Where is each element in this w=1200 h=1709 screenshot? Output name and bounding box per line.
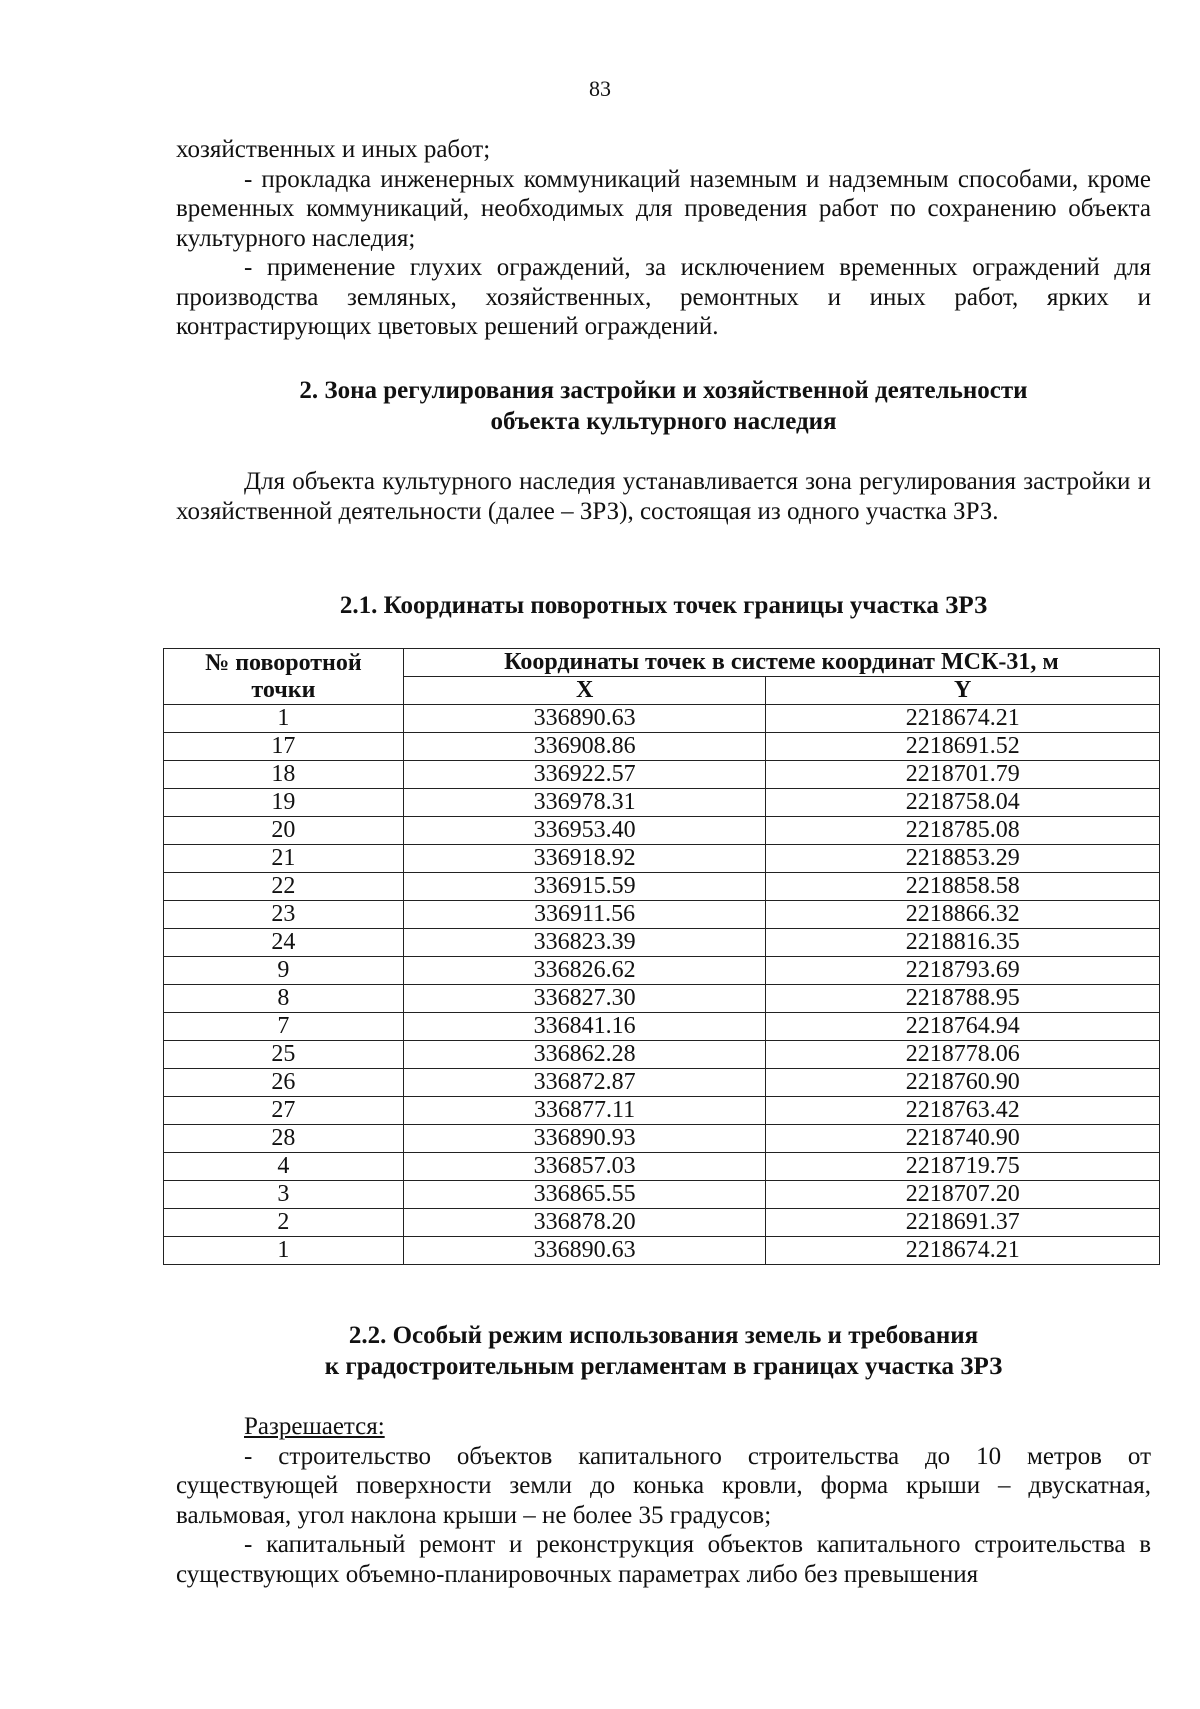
table-row xyxy=(164,1153,1160,1181)
page-number: 83 xyxy=(589,76,611,101)
table-row xyxy=(164,733,1160,761)
cell-x: 336953.40 xyxy=(403,817,766,845)
cell-point-number: 26 xyxy=(164,1069,404,1097)
table-row xyxy=(164,789,1160,817)
cell-x: 336823.39 xyxy=(403,929,766,957)
cell-point-number: 4 xyxy=(164,1153,404,1181)
cell-point-number: 23 xyxy=(164,901,404,929)
table-row xyxy=(164,1209,1160,1237)
cell-x: 336877.11 xyxy=(403,1097,766,1125)
cell-point-number: 20 xyxy=(164,817,404,845)
cell-x: 336862.28 xyxy=(403,1041,766,1069)
table-row xyxy=(164,873,1160,901)
section-2-paragraph: Для объекта культурного наследия устанавливается зона регулирования застройки и хозяйственной деятельности (далее – ЗРЗ), состоящая из одного участка ЗРЗ. xyxy=(176,468,1151,525)
list-item-repair: - капитальный ремонт и реконструкция объектов капитального строительства в существующих объемно-планировочных параметрах либо без превышения xyxy=(176,1531,1151,1588)
section-2-2-title xyxy=(176,1320,1151,1382)
cell-y: 2218763.42 xyxy=(766,1097,1160,1125)
cell-point-number: 17 xyxy=(164,733,404,761)
cell-y: 2218788.95 xyxy=(766,985,1160,1013)
table-row xyxy=(164,1013,1160,1041)
section-2-2-text xyxy=(176,1412,1151,1589)
coordinates-table xyxy=(163,648,1160,1265)
list-item-construction: - строительство объектов капитального строительства до 10 метров от существующей поверхности земли до конька кровли, форма крыши – двускатная, вальмовая, угол наклона крыши – не более 35 градусов; xyxy=(176,1442,1151,1529)
cell-y: 2218674.21 xyxy=(766,705,1160,733)
cell-y: 2218853.29 xyxy=(766,845,1160,873)
section-2-title-line1: 2. Зона регулирования застройки и хозяйственной деятельности xyxy=(299,377,1028,404)
cell-y: 2218760.90 xyxy=(766,1069,1160,1097)
table-row xyxy=(164,1181,1160,1209)
cell-y: 2218764.94 xyxy=(766,1013,1160,1041)
cell-x: 336890.93 xyxy=(403,1125,766,1153)
cell-y: 2218719.75 xyxy=(766,1153,1160,1181)
cell-point-number: 3 xyxy=(164,1181,404,1209)
table-row xyxy=(164,1125,1160,1153)
table-row xyxy=(164,901,1160,929)
cell-x: 336865.55 xyxy=(403,1181,766,1209)
cell-y: 2218793.69 xyxy=(766,957,1160,985)
cell-point-number: 28 xyxy=(164,1125,404,1153)
table-row xyxy=(164,845,1160,873)
table-row xyxy=(164,1041,1160,1069)
section-2-text xyxy=(176,467,1151,526)
cell-y: 2218674.21 xyxy=(766,1237,1160,1265)
allowed-label-line xyxy=(176,1412,1151,1442)
table-row xyxy=(164,985,1160,1013)
cell-y: 2218740.90 xyxy=(766,1125,1160,1153)
cell-x: 336908.86 xyxy=(403,733,766,761)
cell-y: 2218816.35 xyxy=(766,929,1160,957)
section-2-title xyxy=(176,375,1151,437)
cell-point-number: 1 xyxy=(164,705,404,733)
cell-point-number: 7 xyxy=(164,1013,404,1041)
table-row xyxy=(164,817,1160,845)
cell-y: 2218691.37 xyxy=(766,1209,1160,1237)
cell-point-number: 19 xyxy=(164,789,404,817)
cell-x: 336872.87 xyxy=(403,1069,766,1097)
section-2-2-title-line1: 2.2. Особый режим использования земель и требования xyxy=(348,1322,979,1349)
intro-text xyxy=(176,135,1151,342)
cell-x: 336890.63 xyxy=(403,1237,766,1265)
table-row xyxy=(164,761,1160,789)
cell-x: 336911.56 xyxy=(403,901,766,929)
cell-x: 336827.30 xyxy=(403,985,766,1013)
header-coordinates: Координаты точек в системе координат МСК-31, м xyxy=(403,649,1159,677)
cell-x: 336890.63 xyxy=(403,705,766,733)
cell-point-number: 18 xyxy=(164,761,404,789)
cell-x: 336915.59 xyxy=(403,873,766,901)
cell-point-number: 24 xyxy=(164,929,404,957)
cell-x: 336857.03 xyxy=(403,1153,766,1181)
cell-y: 2218778.06 xyxy=(766,1041,1160,1069)
cell-x: 336978.31 xyxy=(403,789,766,817)
section-2-title-line2: объекта культурного наследия xyxy=(490,408,837,435)
cell-point-number: 1 xyxy=(164,1237,404,1265)
cell-point-number: 9 xyxy=(164,957,404,985)
cell-y: 2218691.52 xyxy=(766,733,1160,761)
cell-point-number: 27 xyxy=(164,1097,404,1125)
table-row xyxy=(164,1097,1160,1125)
cell-y: 2218701.79 xyxy=(766,761,1160,789)
list-item-communications: - прокладка инженерных коммуникаций наземным и надземным способами, кроме временных коммуникаций, необходимых для проведения работ по сохранению объекта культурного наследия; xyxy=(176,165,1151,252)
table-row xyxy=(164,929,1160,957)
cell-x: 336918.92 xyxy=(403,845,766,873)
cell-x: 336878.20 xyxy=(403,1209,766,1237)
cell-point-number: 21 xyxy=(164,845,404,873)
allowed-label: Разрешается: xyxy=(244,1413,385,1440)
table-row xyxy=(164,957,1160,985)
table-row xyxy=(164,1237,1160,1265)
cell-x: 336826.62 xyxy=(403,957,766,985)
cell-y: 2218866.32 xyxy=(766,901,1160,929)
cell-point-number: 8 xyxy=(164,985,404,1013)
list-item-fences: - применение глухих ограждений, за исключением временных ограждений для производства земляных, хозяйственных, ремонтных и иных работ, ярких и контрастирующих цветовых решений ограждений. xyxy=(176,254,1151,340)
section-2-2-title-line2: к градостроительным регламентам в границах участка ЗРЗ xyxy=(324,1353,1003,1380)
cell-point-number: 22 xyxy=(164,873,404,901)
cell-x: 336841.16 xyxy=(403,1013,766,1041)
cell-y: 2218785.08 xyxy=(766,817,1160,845)
cell-y: 2218707.20 xyxy=(766,1181,1160,1209)
table-row xyxy=(164,1069,1160,1097)
section-2-1-title: 2.1. Координаты поворотных точек границы участка ЗРЗ xyxy=(339,592,988,619)
intro-line: хозяйственных и иных работ; xyxy=(176,136,491,163)
header-y: Y xyxy=(766,677,1160,705)
table-row xyxy=(164,705,1160,733)
cell-y: 2218858.58 xyxy=(766,873,1160,901)
cell-x: 336922.57 xyxy=(403,761,766,789)
coordinates-table-body xyxy=(164,705,1160,1265)
cell-y: 2218758.04 xyxy=(766,789,1160,817)
header-point-number: № поворотной точки xyxy=(164,649,404,705)
cell-point-number: 2 xyxy=(164,1209,404,1237)
header-x: X xyxy=(403,677,766,705)
cell-point-number: 25 xyxy=(164,1041,404,1069)
